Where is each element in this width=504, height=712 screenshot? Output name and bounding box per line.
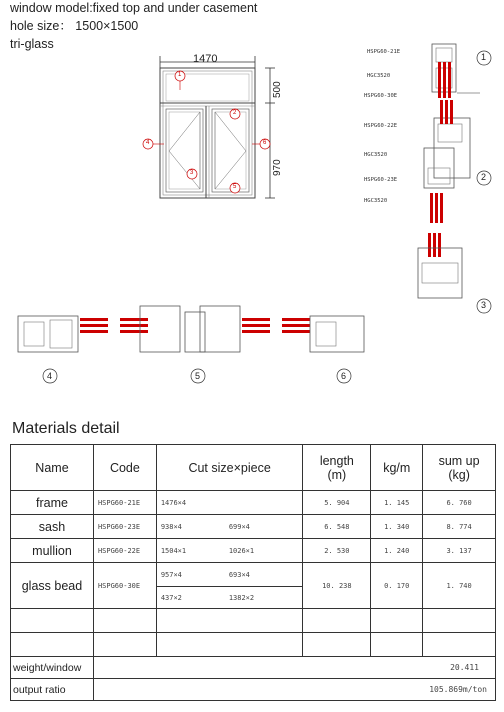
ratio-row: [11, 679, 496, 701]
callout-1: 1: [178, 72, 182, 78]
ratio-label: output ratio: [11, 679, 94, 701]
ratio-value: 105.869m/ton: [93, 679, 495, 701]
row-cut-2: 693×4: [228, 570, 250, 579]
row-cut: [156, 515, 303, 539]
row-sum: 6. 760: [423, 491, 496, 515]
table-row: [11, 515, 496, 539]
s1-label-1: HSPG60-21E: [367, 49, 401, 55]
horizontal-section-drawing: [10, 296, 370, 386]
row-cut-1: 938×4: [160, 522, 182, 531]
section-callout-2: 2: [481, 172, 487, 182]
section-callout-4: 4: [47, 371, 53, 381]
materials-table: [10, 444, 496, 701]
callout-2: 2: [233, 110, 237, 116]
width-dimension: 1470: [193, 53, 218, 65]
window-elevation-drawing: [140, 48, 300, 208]
row-cut-3: 437×2: [160, 593, 182, 602]
row-sum: 8. 774: [423, 515, 496, 539]
row-cut-4: 1382×2: [228, 593, 255, 602]
row-name: sash: [11, 515, 94, 539]
row-cut-1: 957×4: [160, 570, 182, 579]
header-length: length (m): [303, 445, 371, 491]
s1-label-3: HSPG60-30E: [364, 93, 398, 99]
weight-label: weight/window: [11, 657, 94, 679]
row-cut: [156, 563, 303, 587]
header-cut-size: Cut size×piece: [156, 445, 303, 491]
callout-3: 3: [190, 170, 194, 176]
row-name: glass bead: [11, 563, 94, 609]
row-length: 10. 238: [303, 563, 371, 609]
s1-label-2: HGC3520: [367, 73, 391, 79]
header-kgm: kg/m: [371, 445, 423, 491]
row-length: 5. 904: [303, 491, 371, 515]
row-sum: 1. 740: [423, 563, 496, 609]
row-cut: [156, 587, 303, 609]
bottom-height-dimension: 970: [272, 159, 283, 176]
row-code: HSPG60-21E: [93, 491, 156, 515]
table-row-empty: [11, 609, 496, 633]
callout-5: 5: [233, 184, 237, 190]
header-name: Name: [11, 445, 94, 491]
row-kgm: 1. 340: [371, 515, 423, 539]
vertical-section-drawing: [360, 38, 504, 338]
row-code: HSPG60-23E: [93, 515, 156, 539]
header-code: Code: [93, 445, 156, 491]
top-height-dimension: 500: [272, 81, 283, 98]
row-sum: 3. 137: [423, 539, 496, 563]
row-code: HSPG60-30E: [93, 563, 156, 609]
section-callout-1: 1: [481, 52, 487, 62]
table-row-empty: [11, 633, 496, 657]
glass-type-text: tri-glass: [10, 37, 54, 51]
row-cut: 1476×4: [156, 491, 303, 515]
row-kgm: 1. 145: [371, 491, 423, 515]
row-length: 6. 548: [303, 515, 371, 539]
callout-6: 6: [263, 140, 267, 146]
hole-size-text: hole size： 1500×1500: [10, 19, 139, 33]
row-code: HSPG60-22E: [93, 539, 156, 563]
section-callout-5: 5: [195, 371, 201, 381]
table-row: [11, 491, 496, 515]
row-cut-2: 699×4: [228, 522, 250, 531]
s2-label-1: HSPG60-22E: [364, 123, 398, 129]
row-kgm: 1. 240: [371, 539, 423, 563]
weight-value: 20.411: [93, 657, 495, 679]
row-name: mullion: [11, 539, 94, 563]
table-row: [11, 563, 496, 587]
s2-label-4: HGC3520: [364, 198, 388, 204]
materials-title: Materials detail: [12, 420, 120, 437]
row-name: frame: [11, 491, 94, 515]
section-callout-3: 3: [481, 300, 487, 310]
callout-4: 4: [146, 140, 150, 146]
window-model-text: window model:fixed top and under casement: [10, 1, 258, 15]
row-length: 2. 530: [303, 539, 371, 563]
section-callout-6: 6: [341, 371, 347, 381]
row-kgm: 0. 170: [371, 563, 423, 609]
row-cut-1: 1504×1: [160, 546, 187, 555]
row-cut: [156, 539, 303, 563]
header-sum: sum up (kg): [423, 445, 496, 491]
s2-label-3: HSPG60-23E: [364, 177, 398, 183]
s2-label-2: HGC3520: [364, 152, 388, 158]
table-header-row: [11, 445, 496, 491]
weight-row: [11, 657, 496, 679]
table-row: [11, 539, 496, 563]
row-cut-2: 1026×1: [228, 546, 255, 555]
